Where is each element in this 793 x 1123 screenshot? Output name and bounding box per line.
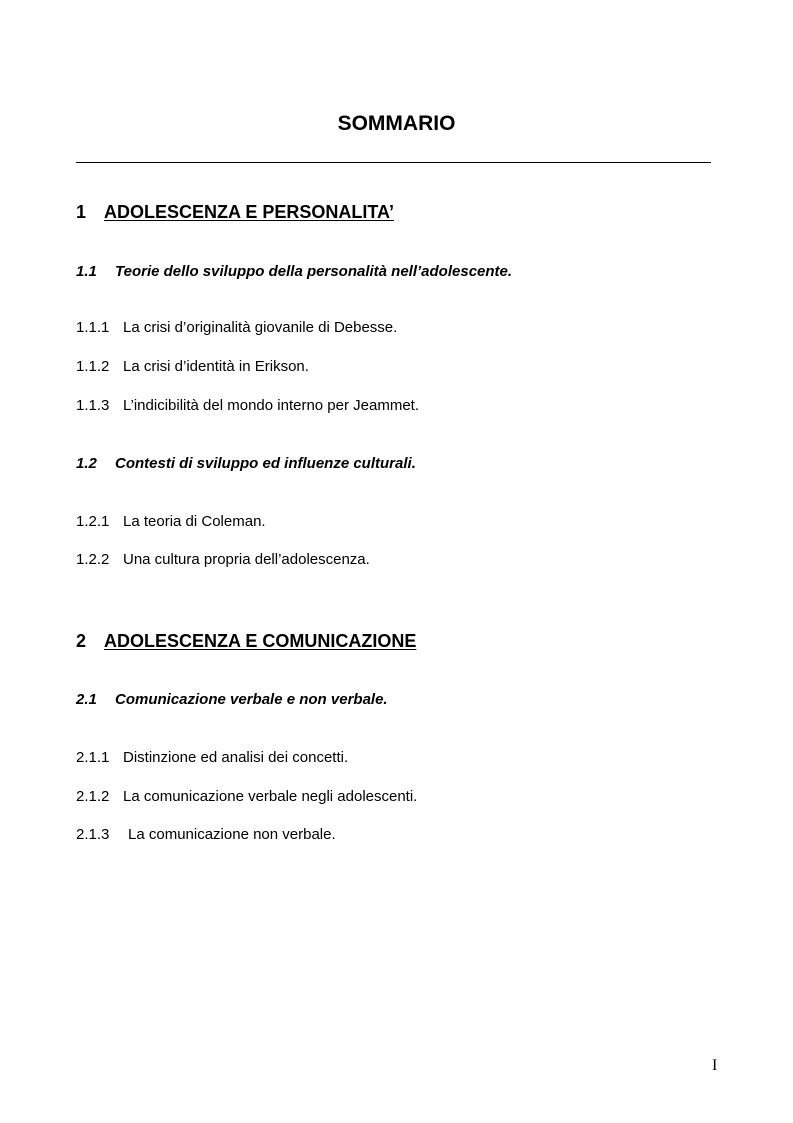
toc-subsection-1-2-1[interactable] bbox=[76, 513, 266, 531]
subsection-number: 1.2.1 bbox=[76, 513, 110, 530]
subsection-title: La comunicazione verbale negli adolescenti. bbox=[123, 788, 418, 805]
toc-subsection-1-1-2[interactable] bbox=[76, 358, 309, 376]
toc-subsection-1-1-1[interactable] bbox=[76, 319, 397, 337]
toc-subsection-2-1-2[interactable] bbox=[76, 788, 417, 806]
chapter-title: ADOLESCENZA E PERSONALITA’ bbox=[104, 202, 395, 222]
toc-section-2-1[interactable] bbox=[76, 691, 388, 709]
subsection-title: L’indicibilità del mondo interno per Jeammet. bbox=[123, 397, 419, 414]
subsection-title: Distinzione ed analisi dei concetti. bbox=[123, 749, 349, 766]
section-number: 1.1 bbox=[76, 263, 97, 280]
section-title: Teorie dello sviluppo della personalità nell’adolescente. bbox=[115, 263, 513, 280]
chapter-number: 1 bbox=[76, 202, 87, 222]
title-divider bbox=[76, 162, 711, 163]
toc-subsection-2-1-3[interactable] bbox=[76, 826, 336, 844]
subsection-number: 1.1.3 bbox=[76, 397, 110, 414]
section-number: 1.2 bbox=[76, 455, 97, 472]
toc-subsection-1-2-2[interactable] bbox=[76, 551, 370, 569]
toc-chapter-1[interactable] bbox=[76, 201, 394, 223]
subsection-title: La teoria di Coleman. bbox=[123, 513, 266, 530]
page-title: SOMMARIO bbox=[337, 112, 456, 135]
subsection-number: 2.1.1 bbox=[76, 749, 110, 766]
subsection-title: La comunicazione non verbale. bbox=[128, 826, 336, 843]
toc-chapter-2[interactable] bbox=[76, 630, 416, 652]
subsection-number: 1.2.2 bbox=[76, 551, 110, 568]
subsection-title: La crisi d’originalità giovanile di Debesse. bbox=[123, 319, 398, 336]
toc-subsection-2-1-1[interactable] bbox=[76, 749, 348, 767]
subsection-number: 1.1.2 bbox=[76, 358, 110, 375]
page-number: I bbox=[712, 1057, 718, 1074]
toc-section-1-1[interactable] bbox=[76, 263, 512, 281]
subsection-title: Una cultura propria dell’adolescenza. bbox=[123, 551, 370, 568]
subsection-number: 1.1.1 bbox=[76, 319, 110, 336]
chapter-number: 2 bbox=[76, 631, 87, 651]
subsection-number: 2.1.3 bbox=[76, 826, 110, 843]
toc-section-1-2[interactable] bbox=[76, 455, 416, 473]
toc-subsection-1-1-3[interactable] bbox=[76, 397, 419, 415]
subsection-number: 2.1.2 bbox=[76, 788, 110, 805]
section-title: Comunicazione verbale e non verbale. bbox=[115, 691, 388, 708]
section-title: Contesti di sviluppo ed influenze culturali. bbox=[115, 455, 416, 472]
section-number: 2.1 bbox=[76, 691, 97, 708]
chapter-title: ADOLESCENZA E COMUNICAZIONE bbox=[104, 631, 417, 651]
subsection-title: La crisi d’identità in Erikson. bbox=[123, 358, 309, 375]
